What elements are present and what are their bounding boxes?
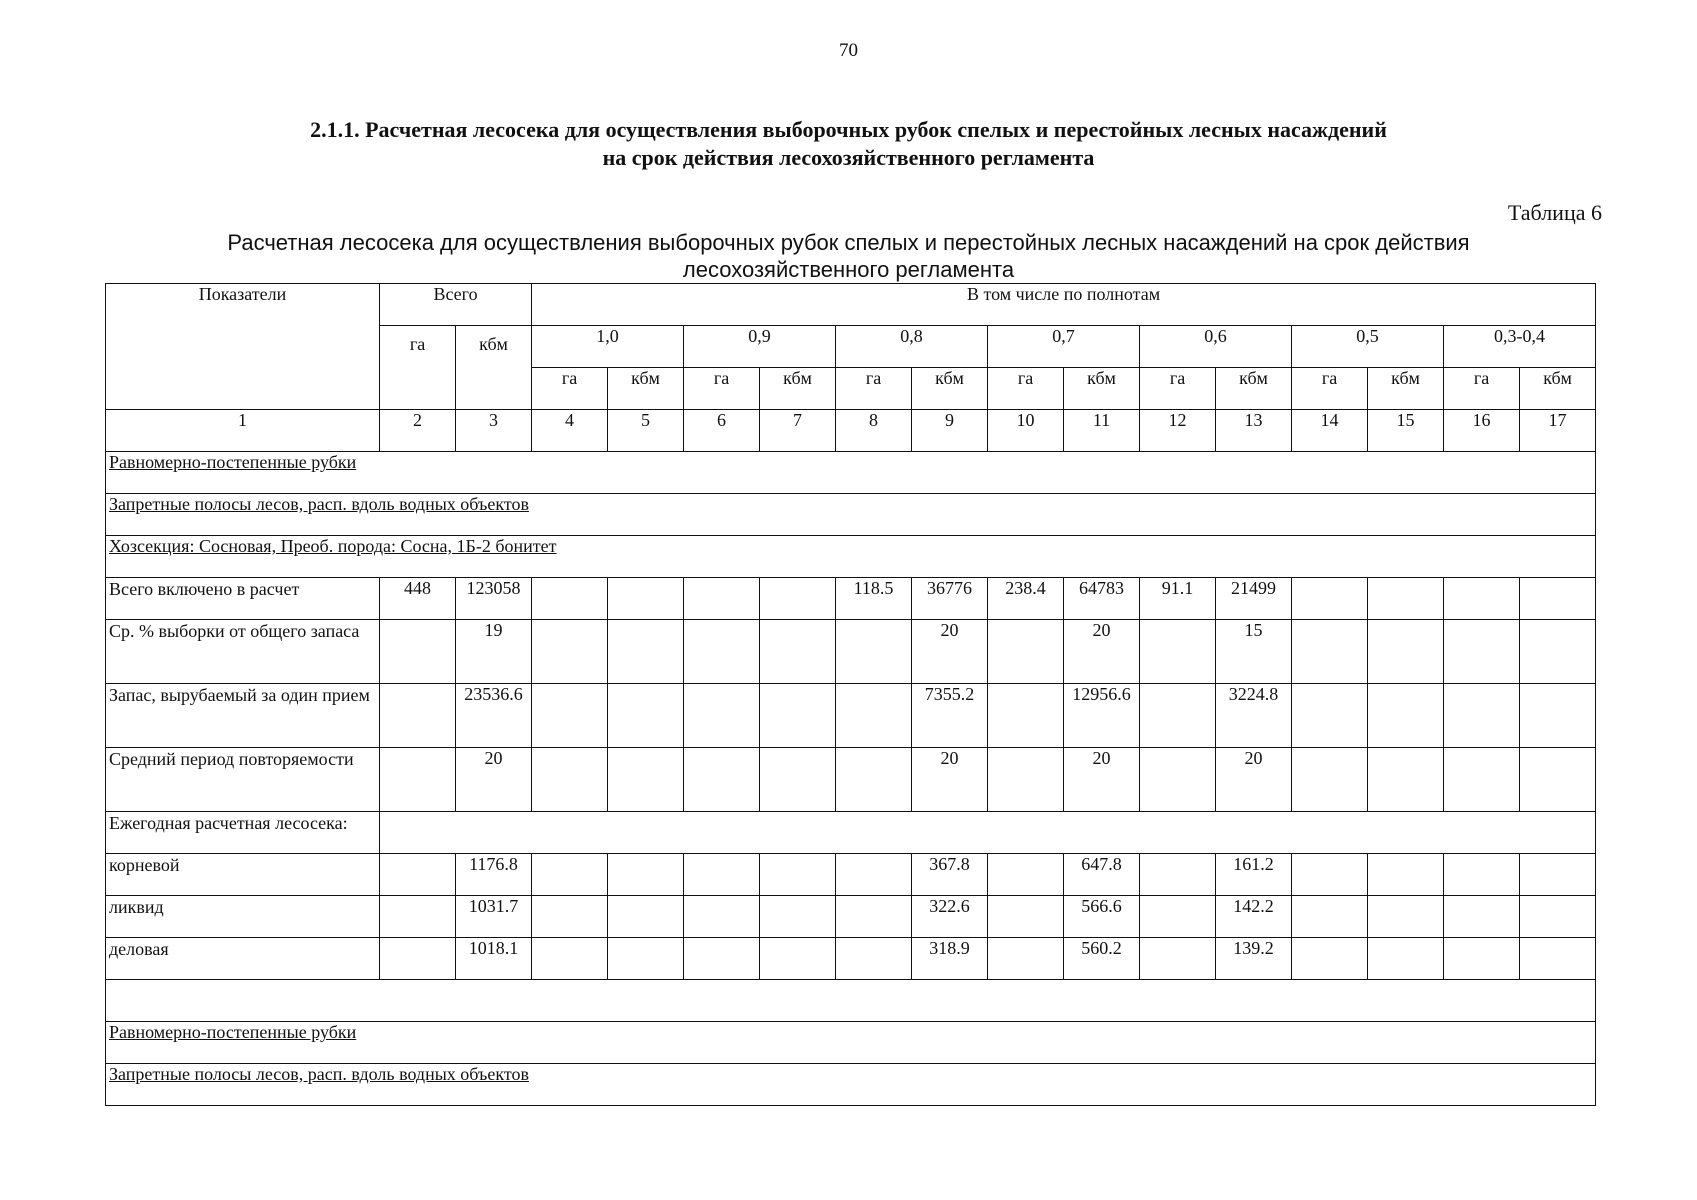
- table-cell: [380, 748, 456, 812]
- row-label: Ежегодная расчетная лесосека:: [106, 812, 380, 854]
- table-cell: 1031.7: [456, 896, 532, 938]
- header-cbm: кбм: [608, 368, 684, 410]
- table-cell: [760, 896, 836, 938]
- table-cell: 20: [1064, 620, 1140, 684]
- row-label: Ср. % выборки от общего запаса: [106, 620, 380, 684]
- column-number: 7: [760, 410, 836, 452]
- table-cell: [1140, 620, 1216, 684]
- section-heading: [0, 116, 1697, 172]
- table-cell: [1444, 684, 1520, 748]
- table-cell: 367.8: [912, 854, 988, 896]
- column-number: 8: [836, 410, 912, 452]
- column-number: 4: [532, 410, 608, 452]
- table-cell: 1176.8: [456, 854, 532, 896]
- table-cell: [1368, 938, 1444, 980]
- table-cell: [836, 620, 912, 684]
- table-cell: [1368, 854, 1444, 896]
- column-number: 17: [1520, 410, 1596, 452]
- header-total-ha: га: [380, 326, 456, 410]
- table-cell: 20: [456, 748, 532, 812]
- table-cell: 123058: [456, 578, 532, 620]
- table-cell: [988, 896, 1064, 938]
- column-number: 16: [1444, 410, 1520, 452]
- table-cell: 1018.1: [456, 938, 532, 980]
- table-cell: 647.8: [1064, 854, 1140, 896]
- column-number-row: [106, 410, 1596, 452]
- table-cell: [988, 938, 1064, 980]
- table-cell: 20: [912, 620, 988, 684]
- table-cell: [760, 578, 836, 620]
- column-number: 3: [456, 410, 532, 452]
- table-cell: [684, 620, 760, 684]
- table-cell: [1520, 938, 1596, 980]
- table-cell: [1140, 896, 1216, 938]
- table-cell: [1368, 684, 1444, 748]
- header-density: 1,0: [532, 326, 684, 368]
- header-indicators: Показатели: [106, 284, 380, 410]
- header-cbm: кбм: [1520, 368, 1596, 410]
- table-cell: 118.5: [836, 578, 912, 620]
- table-cell: 448: [380, 578, 456, 620]
- table-cell: [760, 684, 836, 748]
- table-cell: [988, 748, 1064, 812]
- table-cell: [1292, 578, 1368, 620]
- table-cell: [1368, 578, 1444, 620]
- table-cell: 64783: [1064, 578, 1140, 620]
- table-cell: [1140, 684, 1216, 748]
- header-ha: га: [836, 368, 912, 410]
- table-row: [106, 620, 1596, 684]
- table-cell: 322.6: [912, 896, 988, 938]
- table-cell: [608, 748, 684, 812]
- table-cell: 12956.6: [1064, 684, 1140, 748]
- table-cell: [608, 896, 684, 938]
- table-cell: [1444, 748, 1520, 812]
- header-row-1: [106, 284, 1596, 326]
- header-density: 0,6: [1140, 326, 1292, 368]
- section-row: [106, 536, 1596, 578]
- header-cbm: кбм: [1064, 368, 1140, 410]
- header-cbm: кбм: [1368, 368, 1444, 410]
- table-cell: [760, 854, 836, 896]
- column-number: 15: [1368, 410, 1444, 452]
- header-density: 0,3-0,4: [1444, 326, 1596, 368]
- table-cell: [1292, 620, 1368, 684]
- table-cell: 20: [912, 748, 988, 812]
- column-number: 13: [1216, 410, 1292, 452]
- header-cbm: кбм: [760, 368, 836, 410]
- column-number: 12: [1140, 410, 1216, 452]
- section-title: Хозсекция: Сосновая, Преоб. порода: Сосна, 1Б-2 бонитет: [109, 536, 557, 556]
- table-cell: 20: [1216, 748, 1292, 812]
- table-cell: [684, 748, 760, 812]
- table-cell: [760, 748, 836, 812]
- table-cell: [836, 896, 912, 938]
- section-title: Запретные полосы лесов, расп. вдоль водных объектов: [109, 494, 529, 514]
- column-number: 14: [1292, 410, 1368, 452]
- table-cell: [988, 854, 1064, 896]
- table-cell: [1444, 938, 1520, 980]
- table-cell: 19: [456, 620, 532, 684]
- table-row: [106, 938, 1596, 980]
- table-cell: 36776: [912, 578, 988, 620]
- header-ha: га: [1292, 368, 1368, 410]
- table-cell: [532, 854, 608, 896]
- header-ha: га: [988, 368, 1064, 410]
- table-cell: [684, 578, 760, 620]
- section-row: [106, 1064, 1596, 1106]
- table-cell: 21499: [1216, 578, 1292, 620]
- section-heading-line-2: на срок действия лесохозяйственного регламента: [602, 145, 1095, 170]
- table-cell: [1444, 578, 1520, 620]
- header-ha: га: [1444, 368, 1520, 410]
- table-cell: [532, 684, 608, 748]
- header-density: 0,7: [988, 326, 1140, 368]
- table-cell: [1520, 896, 1596, 938]
- table-cell: 23536.6: [456, 684, 532, 748]
- table-cell: [1444, 854, 1520, 896]
- table-cell: [760, 620, 836, 684]
- table-cell: [1520, 854, 1596, 896]
- section-row: [106, 494, 1596, 536]
- row-label: Запас, вырубаемый за один прием: [106, 684, 380, 748]
- row-label: ликвид: [106, 896, 380, 938]
- column-number: 9: [912, 410, 988, 452]
- row-label: корневой: [106, 854, 380, 896]
- table-cell: 142.2: [1216, 896, 1292, 938]
- row-label: Всего включено в расчет: [106, 578, 380, 620]
- table-cell: [988, 684, 1064, 748]
- section-title: Равномерно-постепенные рубки: [109, 452, 357, 472]
- table-cell: [1292, 748, 1368, 812]
- table-cell: [1368, 748, 1444, 812]
- table-cell: 7355.2: [912, 684, 988, 748]
- table-row: [106, 748, 1596, 812]
- column-number: 1: [106, 410, 380, 452]
- table-cell: [532, 896, 608, 938]
- table-cell: [1140, 854, 1216, 896]
- table-cell: [1292, 684, 1368, 748]
- allowable-cut-table: [105, 283, 1596, 1106]
- table-cell: [608, 938, 684, 980]
- table-cell: [1520, 684, 1596, 748]
- column-number: 5: [608, 410, 684, 452]
- table-cell: [608, 684, 684, 748]
- table-cell: [1368, 620, 1444, 684]
- table-cell: 318.9: [912, 938, 988, 980]
- table-row: [106, 854, 1596, 896]
- table-cell: [1292, 854, 1368, 896]
- row-label: деловая: [106, 938, 380, 980]
- table-cell: [532, 578, 608, 620]
- table-cell: [836, 854, 912, 896]
- row-label: Средний период повторяемости: [106, 748, 380, 812]
- table-cell: [608, 854, 684, 896]
- section-row: [106, 1022, 1596, 1064]
- section-title: Равномерно-постепенные рубки: [109, 1022, 357, 1042]
- table-cell: 560.2: [1064, 938, 1140, 980]
- table-cell: [380, 938, 456, 980]
- table-cell: [1292, 896, 1368, 938]
- table-cell: 238.4: [988, 578, 1064, 620]
- table-cell: [1292, 938, 1368, 980]
- table-cell: [684, 896, 760, 938]
- table-cell: 15: [1216, 620, 1292, 684]
- section-heading-line-1: 2.1.1. Расчетная лесосека для осуществления выборочных рубок спелых и перестойных лесных насаждений: [310, 117, 1387, 142]
- header-ha: га: [532, 368, 608, 410]
- section-row: [106, 452, 1596, 494]
- header-ha: га: [684, 368, 760, 410]
- table-row: [106, 896, 1596, 938]
- header-ha: га: [1140, 368, 1216, 410]
- table-cell: [608, 620, 684, 684]
- table-cell: [1520, 620, 1596, 684]
- page-number: 70: [839, 40, 858, 61]
- table-cell: [1520, 748, 1596, 812]
- table-cell: [760, 938, 836, 980]
- table-cell: [1444, 896, 1520, 938]
- table-cell: [106, 980, 1596, 1022]
- table-cell: [380, 854, 456, 896]
- column-number: 2: [380, 410, 456, 452]
- table-cell: [380, 812, 1596, 854]
- table-cell: [1444, 620, 1520, 684]
- column-number: 11: [1064, 410, 1140, 452]
- table-caption-line-1: Расчетная лесосека для осуществления выборочных рубок спелых и перестойных лесных насаждений на срок действия: [227, 230, 1470, 255]
- header-total-cbm: кбм: [456, 326, 532, 410]
- header-density: 0,8: [836, 326, 988, 368]
- table-cell: [1140, 938, 1216, 980]
- table-cell: 161.2: [1216, 854, 1292, 896]
- annual-cut-row: [106, 812, 1596, 854]
- header-by-density: В том числе по полнотам: [532, 284, 1596, 326]
- table-cell: 566.6: [1064, 896, 1140, 938]
- table-cell: [684, 938, 760, 980]
- table-cell: [380, 896, 456, 938]
- empty-row: [106, 980, 1596, 1022]
- table-cell: [836, 938, 912, 980]
- header-cbm: кбм: [1216, 368, 1292, 410]
- header-cbm: кбм: [912, 368, 988, 410]
- table-cell: [1140, 748, 1216, 812]
- table-cell: 20: [1064, 748, 1140, 812]
- table-cell: [836, 684, 912, 748]
- table-cell: [988, 620, 1064, 684]
- table-cell: [1368, 896, 1444, 938]
- table-number-label: Таблица 6: [1507, 200, 1602, 225]
- table-cell: [532, 620, 608, 684]
- column-number: 10: [988, 410, 1064, 452]
- header-density: 0,9: [684, 326, 836, 368]
- table-cell: [380, 620, 456, 684]
- table-caption: [0, 229, 1697, 283]
- table-cell: [532, 938, 608, 980]
- table-cell: [836, 748, 912, 812]
- table-cell: 139.2: [1216, 938, 1292, 980]
- table-cell: [608, 578, 684, 620]
- table-caption-line-2: лесохозяйственного регламента: [682, 257, 1015, 282]
- table-cell: [380, 684, 456, 748]
- table-cell: [684, 684, 760, 748]
- table-cell: [1520, 578, 1596, 620]
- table-cell: 91.1: [1140, 578, 1216, 620]
- header-density: 0,5: [1292, 326, 1444, 368]
- table-cell: [684, 854, 760, 896]
- table-row: [106, 684, 1596, 748]
- column-number: 6: [684, 410, 760, 452]
- header-total: Всего: [380, 284, 532, 326]
- table-row: [106, 578, 1596, 620]
- table-cell: [532, 748, 608, 812]
- section-title: Запретные полосы лесов, расп. вдоль водных объектов: [109, 1064, 529, 1084]
- table-cell: 3224.8: [1216, 684, 1292, 748]
